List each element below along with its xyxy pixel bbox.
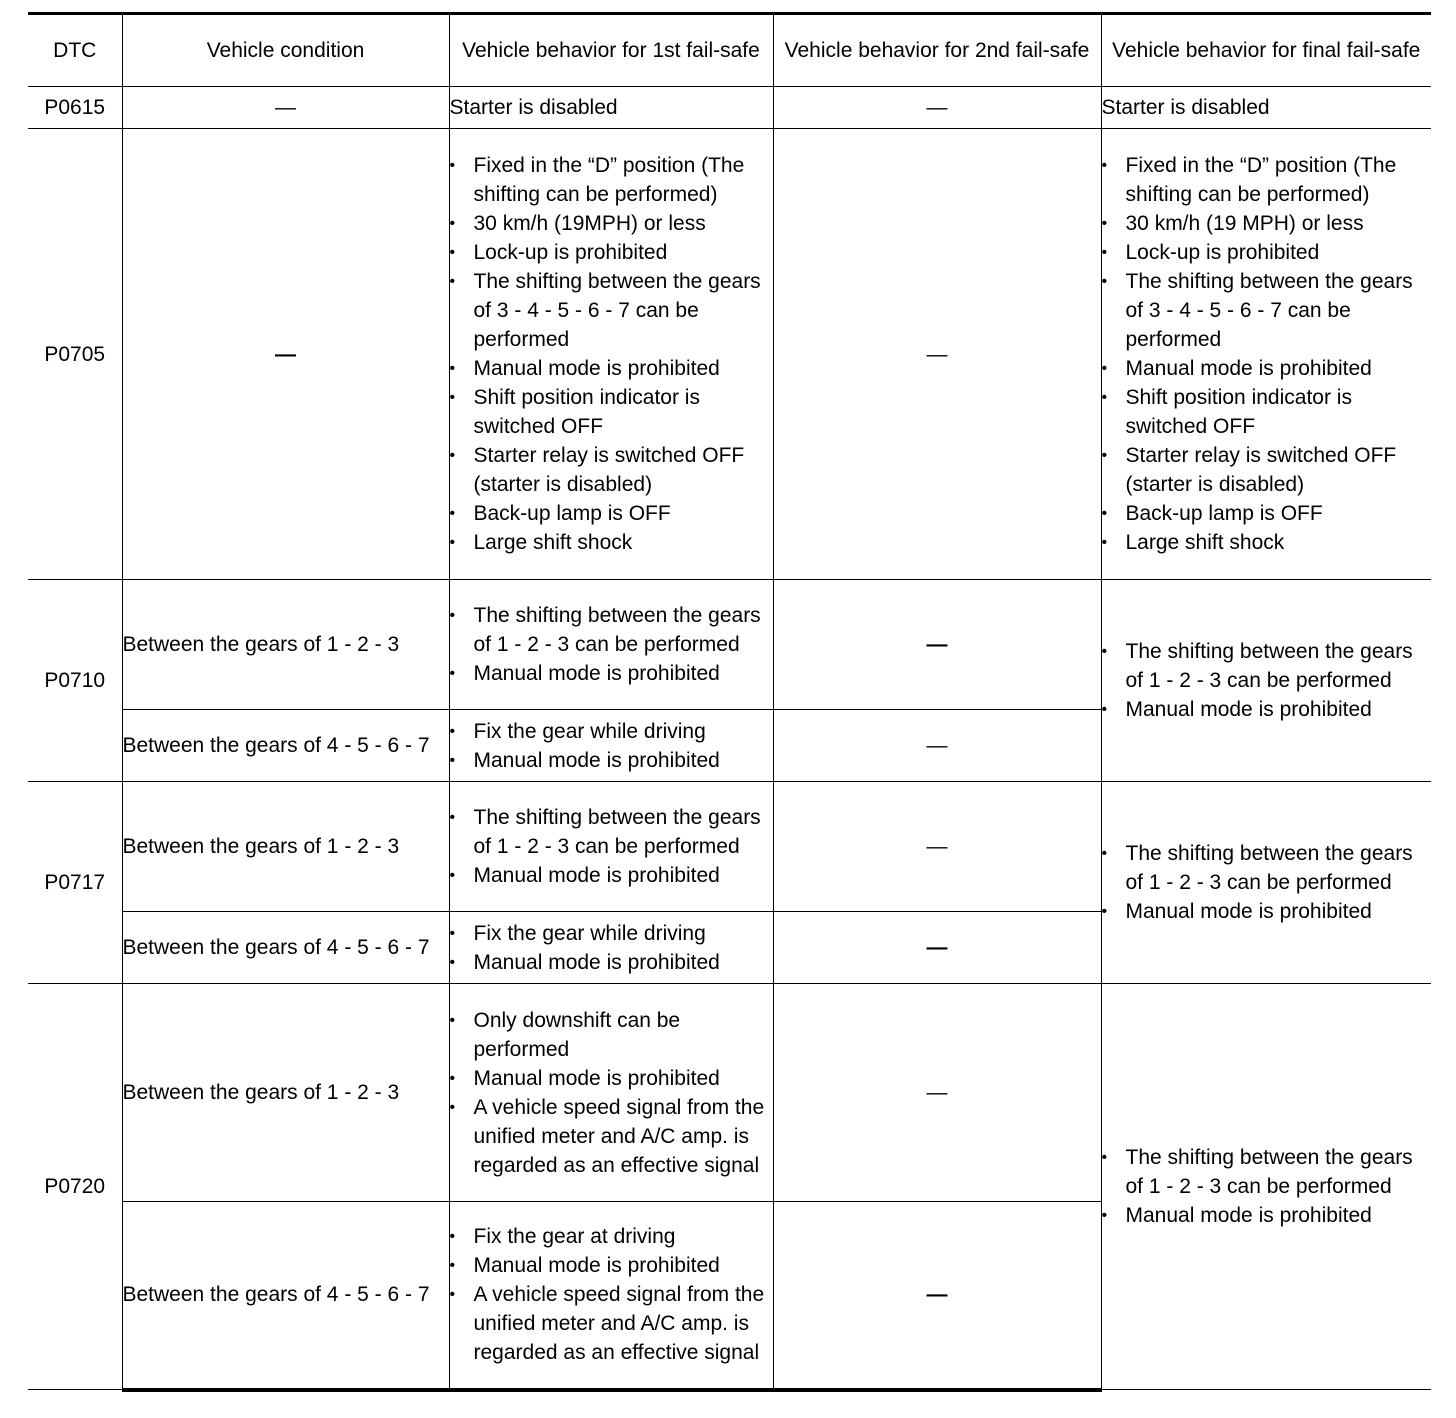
list-item: • The shifting between the gears of 1 - 2 - 3 can be performed (1102, 839, 1432, 897)
list-item: • Back-up lamp is OFF (450, 499, 773, 528)
list-item: • Large shift shock (1102, 528, 1432, 557)
bullet-list (1102, 1143, 1432, 1230)
second-failsafe-dash: — (773, 87, 1101, 129)
list-item: • Shift position indicator is switched OFF (450, 383, 773, 441)
second-failsafe-dash: — (773, 984, 1101, 1202)
final-failsafe-text: Starter is disabled (1101, 87, 1431, 129)
first-failsafe-list (449, 580, 773, 710)
header-final-failsafe: Vehicle behavior for final fail-safe (1101, 14, 1431, 87)
list-item: • Back-up lamp is OFF (1102, 499, 1432, 528)
list-item: • The shifting between the gears of 1 - 2 - 3 can be performed (450, 601, 773, 659)
list-item: • Manual mode is prohibited (450, 354, 773, 383)
vehicle-condition: Between the gears of 1 - 2 - 3 (122, 580, 449, 710)
final-failsafe-list (1101, 984, 1431, 1390)
list-item: • Manual mode is prohibited (450, 746, 773, 775)
list-item: • Fix the gear while driving (450, 717, 773, 746)
bullet-list (450, 1222, 773, 1367)
list-item: • Large shift shock (450, 528, 773, 557)
table-row-p0717-a (28, 782, 1431, 912)
first-failsafe-text: Starter is disabled (449, 87, 773, 129)
vehicle-condition: Between the gears of 1 - 2 - 3 (122, 782, 449, 912)
bullet-list (450, 803, 773, 890)
list-item: • 30 km/h (19 MPH) or less (1102, 209, 1432, 238)
list-item: • A vehicle speed signal from the unified meter and A/C amp. is regarded as an effective signal (450, 1093, 773, 1180)
bullet-list (450, 717, 773, 775)
list-item: • A vehicle speed signal from the unified meter and A/C amp. is regarded as an effective signal (450, 1280, 773, 1367)
vehicle-condition: Between the gears of 4 - 5 - 6 - 7 (122, 1202, 449, 1390)
list-item: • Manual mode is prohibited (1102, 1201, 1432, 1230)
dtc-code: P0720 (28, 984, 122, 1390)
header-vehicle-condition: Vehicle condition (122, 14, 449, 87)
table-row-p0720-a (28, 984, 1431, 1202)
list-item: • Starter relay is switched OFF (starter is disabled) (450, 441, 773, 499)
list-item: • Shift position indicator is switched OFF (1102, 383, 1432, 441)
dtc-code: P0710 (28, 580, 122, 782)
list-item: • The shifting between the gears of 3 - 4 - 5 - 6 - 7 can be performed (450, 267, 773, 354)
list-item: • The shifting between the gears of 1 - 2 - 3 can be performed (1102, 637, 1432, 695)
list-item: • 30 km/h (19MPH) or less (450, 209, 773, 238)
failsafe-table (28, 12, 1431, 1392)
second-failsafe-dash: — (773, 580, 1101, 710)
first-failsafe-list (449, 912, 773, 984)
bullet-list (1102, 637, 1432, 724)
list-item: • Manual mode is prohibited (450, 861, 773, 890)
header-1st-failsafe: Vehicle behavior for 1st fail-safe (449, 14, 773, 87)
list-item: • Manual mode is prohibited (450, 1064, 773, 1093)
dtc-code: P0705 (28, 129, 122, 580)
table-row-p0710-a (28, 580, 1431, 710)
header-2nd-failsafe: Vehicle behavior for 2nd fail-safe (773, 14, 1101, 87)
list-item: • Lock-up is prohibited (1102, 238, 1432, 267)
list-item: • Fix the gear at driving (450, 1222, 773, 1251)
vehicle-condition-dash: — (122, 87, 449, 129)
list-item: • Lock-up is prohibited (450, 238, 773, 267)
list-item: • Manual mode is prohibited (450, 948, 773, 977)
vehicle-condition-dash: — (122, 129, 449, 580)
list-item: • Manual mode is prohibited (450, 1251, 773, 1280)
list-item: • Fixed in the “D” position (The shifting can be performed) (1102, 151, 1432, 209)
second-failsafe-dash: — (773, 1202, 1101, 1390)
header-dtc: DTC (28, 14, 122, 87)
list-item: • Manual mode is prohibited (1102, 695, 1432, 724)
bullet-list (450, 919, 773, 977)
dtc-code: P0615 (28, 87, 122, 129)
first-failsafe-list (449, 782, 773, 912)
list-item: • Manual mode is prohibited (450, 659, 773, 688)
list-item: • Fix the gear while driving (450, 919, 773, 948)
first-failsafe-list (449, 1202, 773, 1390)
list-item: • Fixed in the “D” position (The shifting can be performed) (450, 151, 773, 209)
final-failsafe-list (1101, 782, 1431, 984)
table-header-row (28, 14, 1431, 87)
list-item: • The shifting between the gears of 1 - 2 - 3 can be performed (1102, 1143, 1432, 1201)
table-row-p0705 (28, 129, 1431, 580)
bullet-list (450, 151, 773, 557)
final-failsafe-list (1101, 129, 1431, 580)
bullet-list (1102, 151, 1432, 557)
bullet-list (450, 1006, 773, 1180)
final-failsafe-list (1101, 580, 1431, 782)
list-item: • Starter relay is switched OFF (starter is disabled) (1102, 441, 1432, 499)
vehicle-condition: Between the gears of 1 - 2 - 3 (122, 984, 449, 1202)
bullet-list (450, 601, 773, 688)
table-row-p0615 (28, 87, 1431, 129)
list-item: • Only downshift can be performed (450, 1006, 773, 1064)
vehicle-condition: Between the gears of 4 - 5 - 6 - 7 (122, 710, 449, 782)
dtc-code: P0717 (28, 782, 122, 984)
list-item: • The shifting between the gears of 3 - 4 - 5 - 6 - 7 can be performed (1102, 267, 1432, 354)
bullet-list (1102, 839, 1432, 926)
first-failsafe-list (449, 984, 773, 1202)
first-failsafe-list (449, 710, 773, 782)
list-item: • The shifting between the gears of 1 - 2 - 3 can be performed (450, 803, 773, 861)
first-failsafe-list (449, 129, 773, 580)
list-item: • Manual mode is prohibited (1102, 354, 1432, 383)
second-failsafe-dash: — (773, 129, 1101, 580)
second-failsafe-dash: — (773, 912, 1101, 984)
second-failsafe-dash: — (773, 782, 1101, 912)
list-item: • Manual mode is prohibited (1102, 897, 1432, 926)
vehicle-condition: Between the gears of 4 - 5 - 6 - 7 (122, 912, 449, 984)
second-failsafe-dash: — (773, 710, 1101, 782)
